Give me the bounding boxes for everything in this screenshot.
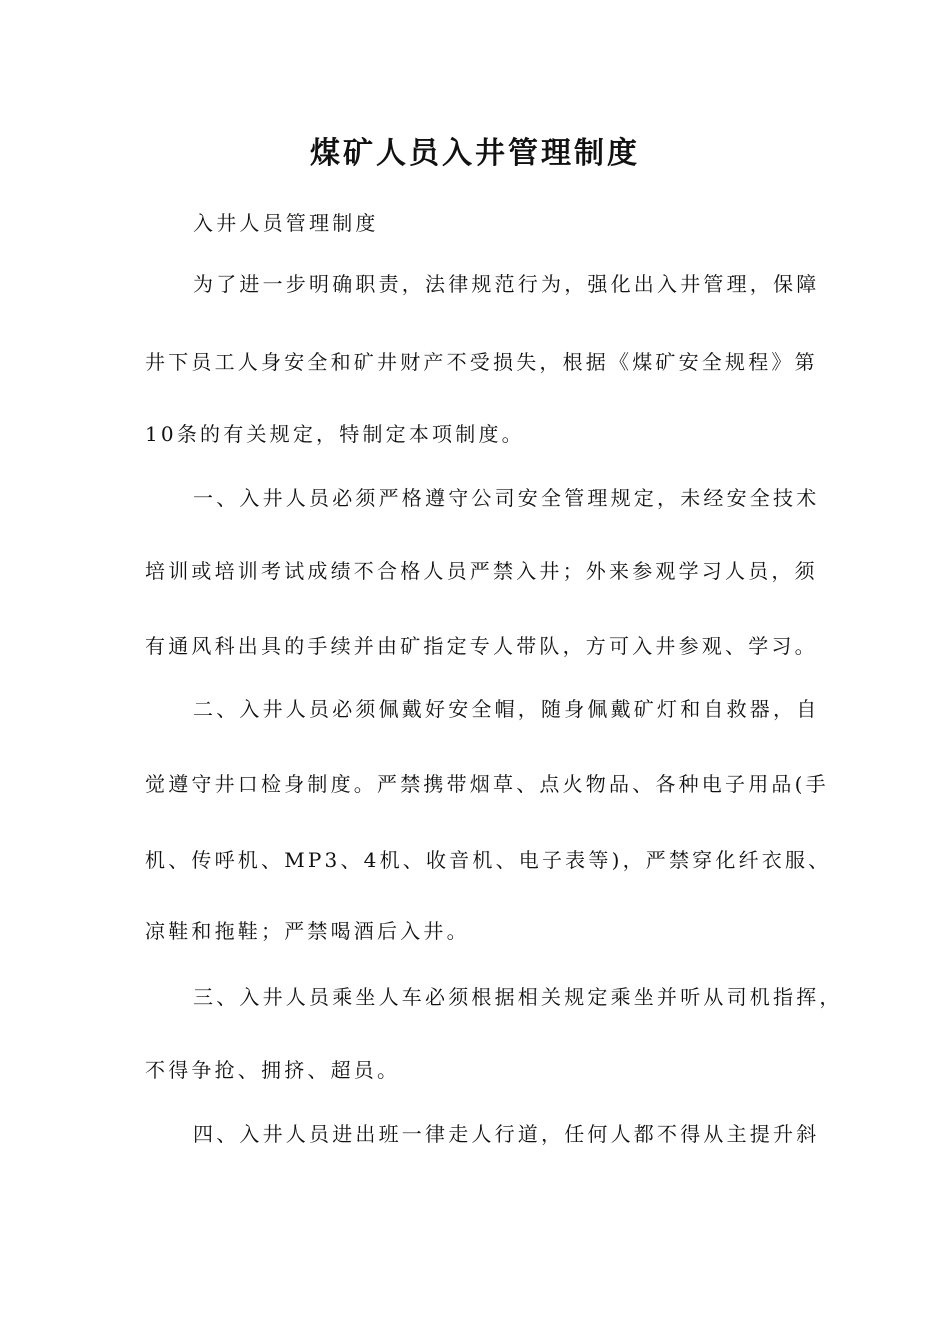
paragraph-line: 觉遵守井口检身制度。严禁携带烟草、点火物品、各种电子用品(手	[145, 772, 829, 796]
paragraph-line: 井下员工人身安全和矿井财产不受损失，根据《煤矿安全规程》第	[145, 350, 818, 374]
paragraph-line: 机、传呼机、MP3、4机、收音机、电子表等)，严禁穿化纤衣服、	[145, 848, 832, 872]
paragraph-line: 凉鞋和拖鞋；严禁喝酒后入井。	[145, 919, 470, 943]
paragraph-line: 为了进一步明确职责，法律规范行为，强化出入井管理，保障	[193, 272, 820, 296]
document-title: 煤矿人员入井管理制度	[310, 136, 640, 171]
paragraph-line: 二、入井人员必须佩戴好安全帽，随身佩戴矿灯和自救器，自	[193, 697, 820, 721]
paragraph-line: 一、入井人员必须严格遵守公司安全管理规定，未经安全技术	[193, 486, 820, 510]
paragraph-line: 不得争抢、拥挤、超员。	[145, 1058, 401, 1082]
paragraph-line: 四、入井人员进出班一律走人行道，任何人都不得从主提升斜	[193, 1122, 820, 1146]
paragraph-line: 培训或培训考试成绩不合格人员严禁入井；外来参观学习人员，须	[145, 559, 818, 583]
paragraph-line: 三、入井人员乘坐人车必须根据相关规定乘坐并听从司机指挥，	[193, 985, 843, 1009]
subtitle-line: 入井人员管理制度	[193, 211, 379, 235]
paragraph-line: 有通风科出具的手续并由矿指定专人带队，方可入井参观、学习。	[145, 634, 818, 658]
paragraph-line: 10条的有关规定，特制定本项制度。	[145, 422, 525, 446]
